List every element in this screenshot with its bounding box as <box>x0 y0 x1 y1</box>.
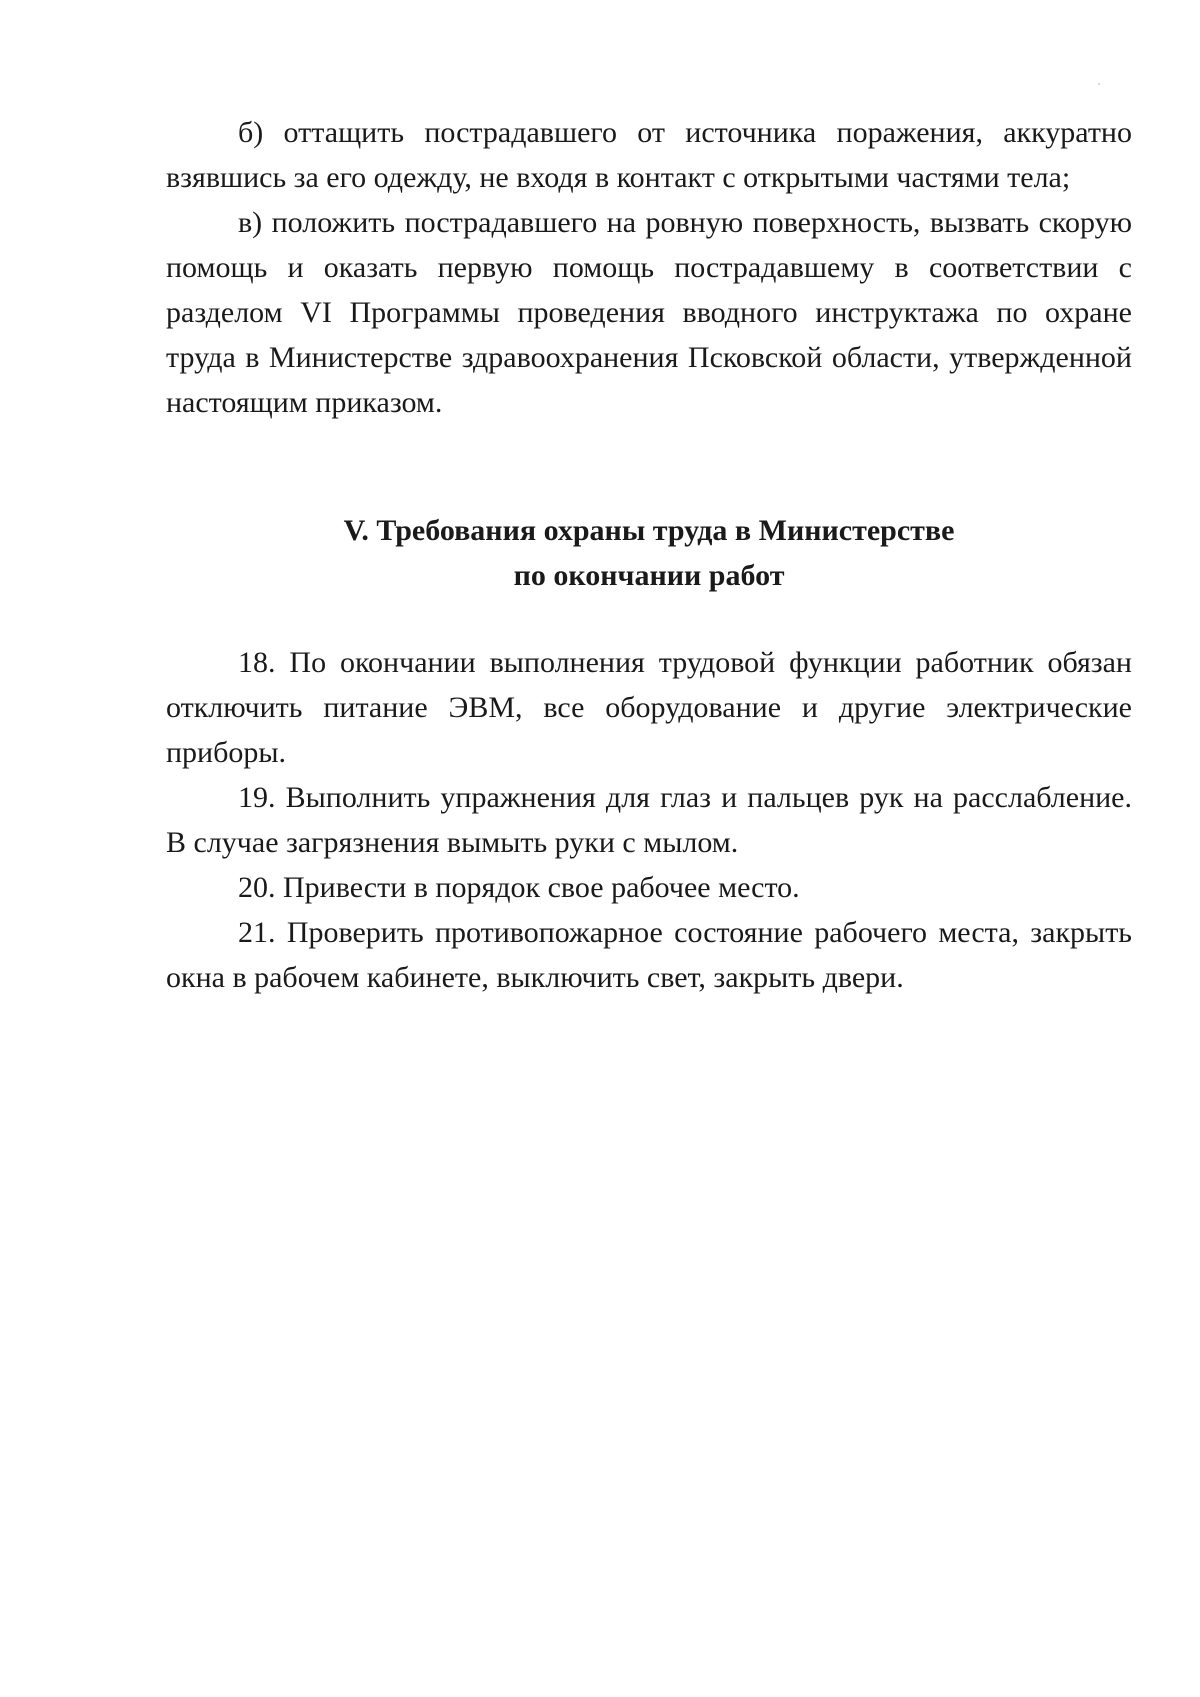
paragraph-v: в) положить пострадавшего на ровную поверхность, вызвать скорую помощь и оказать первую помощь пострадавшему в соответствии с разделом VI Программы проведения вводного инструктажа по охране труда в Министерстве здравоохранения Псковской области, утвержденной настоящим приказом. <box>166 206 1132 419</box>
item-19: 19. Выполнить упражнения для глаз и пальцев рук на расслабление. В случае загрязнения вымыть руки с мылом. <box>166 781 1132 859</box>
paragraph-b: б) оттащить пострадавшего от источника поражения, аккуратно взявшись за его одежду, не входя в контакт с открытыми частями тела; <box>166 116 1132 194</box>
item-21: 21. Проверить противопожарное состояние рабочего места, закрыть окна в рабочем кабинете, выключить свет, закрыть двери. <box>166 916 1132 994</box>
item-18: 18. По окончании выполнения трудовой функции работник обязан отключить питание ЭВМ, все оборудование и другие электрические приборы. <box>166 646 1132 769</box>
section-heading <box>166 508 1132 598</box>
section-heading-line-2: по окончании работ <box>513 559 785 592</box>
scan-speck <box>1098 83 1100 85</box>
section-heading-line-1: V. Требования охраны труда в Министерстве <box>343 514 955 547</box>
item-20: 20. Привести в порядок свое рабочее место. <box>238 871 800 904</box>
top-text-block <box>166 110 1132 425</box>
numbered-items-block <box>166 640 1132 1000</box>
